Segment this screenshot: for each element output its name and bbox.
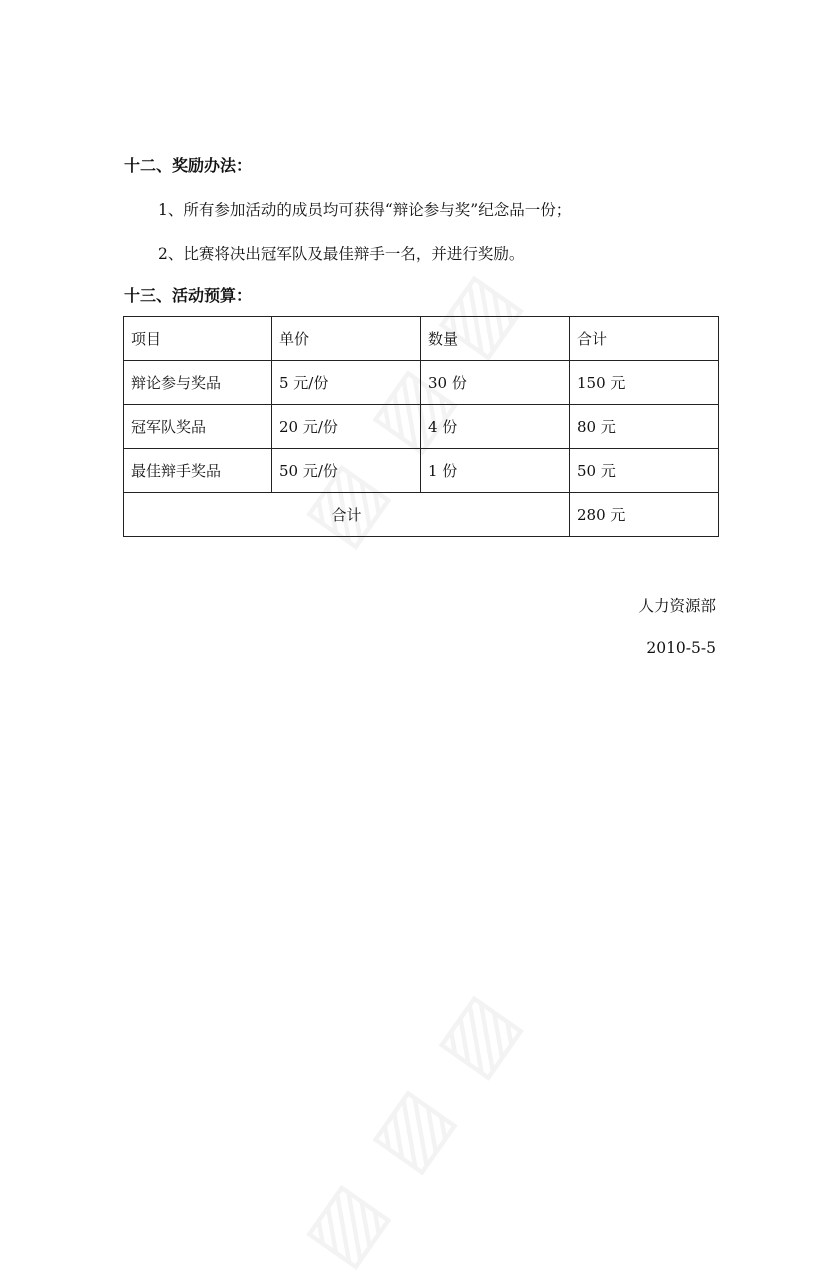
table-cell: 50 元 bbox=[570, 449, 719, 493]
header-cell-unit-price: 单价 bbox=[272, 317, 421, 361]
signature-department: 人力资源部 bbox=[638, 597, 716, 615]
header-cell-total: 合计 bbox=[570, 317, 719, 361]
table-row bbox=[124, 449, 719, 493]
table-header-row bbox=[124, 317, 719, 361]
signature-date: 2010-5-5 bbox=[646, 639, 716, 657]
total-value-cell: 280 元 bbox=[570, 493, 719, 537]
budget-table bbox=[123, 316, 719, 537]
table-cell: 5 元/份 bbox=[272, 361, 421, 405]
table-cell: 最佳辩手奖品 bbox=[124, 449, 272, 493]
table-cell: 辩论参与奖品 bbox=[124, 361, 272, 405]
table-cell: 4 份 bbox=[421, 405, 570, 449]
reward-item-2: 2、比赛将决出冠军队及最佳辩手一名，并进行奖励。 bbox=[158, 245, 525, 263]
section-12-heading: 十二、奖励办法： bbox=[124, 156, 253, 175]
table-row bbox=[124, 361, 719, 405]
table-total-row bbox=[124, 493, 719, 537]
table-cell: 30 份 bbox=[421, 361, 570, 405]
header-cell-item: 项目 bbox=[124, 317, 272, 361]
total-label-cell: 合计 bbox=[124, 493, 570, 537]
table-row bbox=[124, 405, 719, 449]
section-13-heading: 十三、活动预算： bbox=[124, 286, 253, 305]
table-cell: 冠军队奖品 bbox=[124, 405, 272, 449]
table-cell: 50 元/份 bbox=[272, 449, 421, 493]
table-cell: 20 元/份 bbox=[272, 405, 421, 449]
table-cell: 1 份 bbox=[421, 449, 570, 493]
header-cell-quantity: 数量 bbox=[421, 317, 570, 361]
watermark bbox=[284, 972, 539, 1281]
table-cell: 150 元 bbox=[570, 361, 719, 405]
reward-item-1: 1、所有参加活动的成员均可获得“辩论参与奖”纪念品一份； bbox=[158, 201, 572, 219]
table-cell: 80 元 bbox=[570, 405, 719, 449]
